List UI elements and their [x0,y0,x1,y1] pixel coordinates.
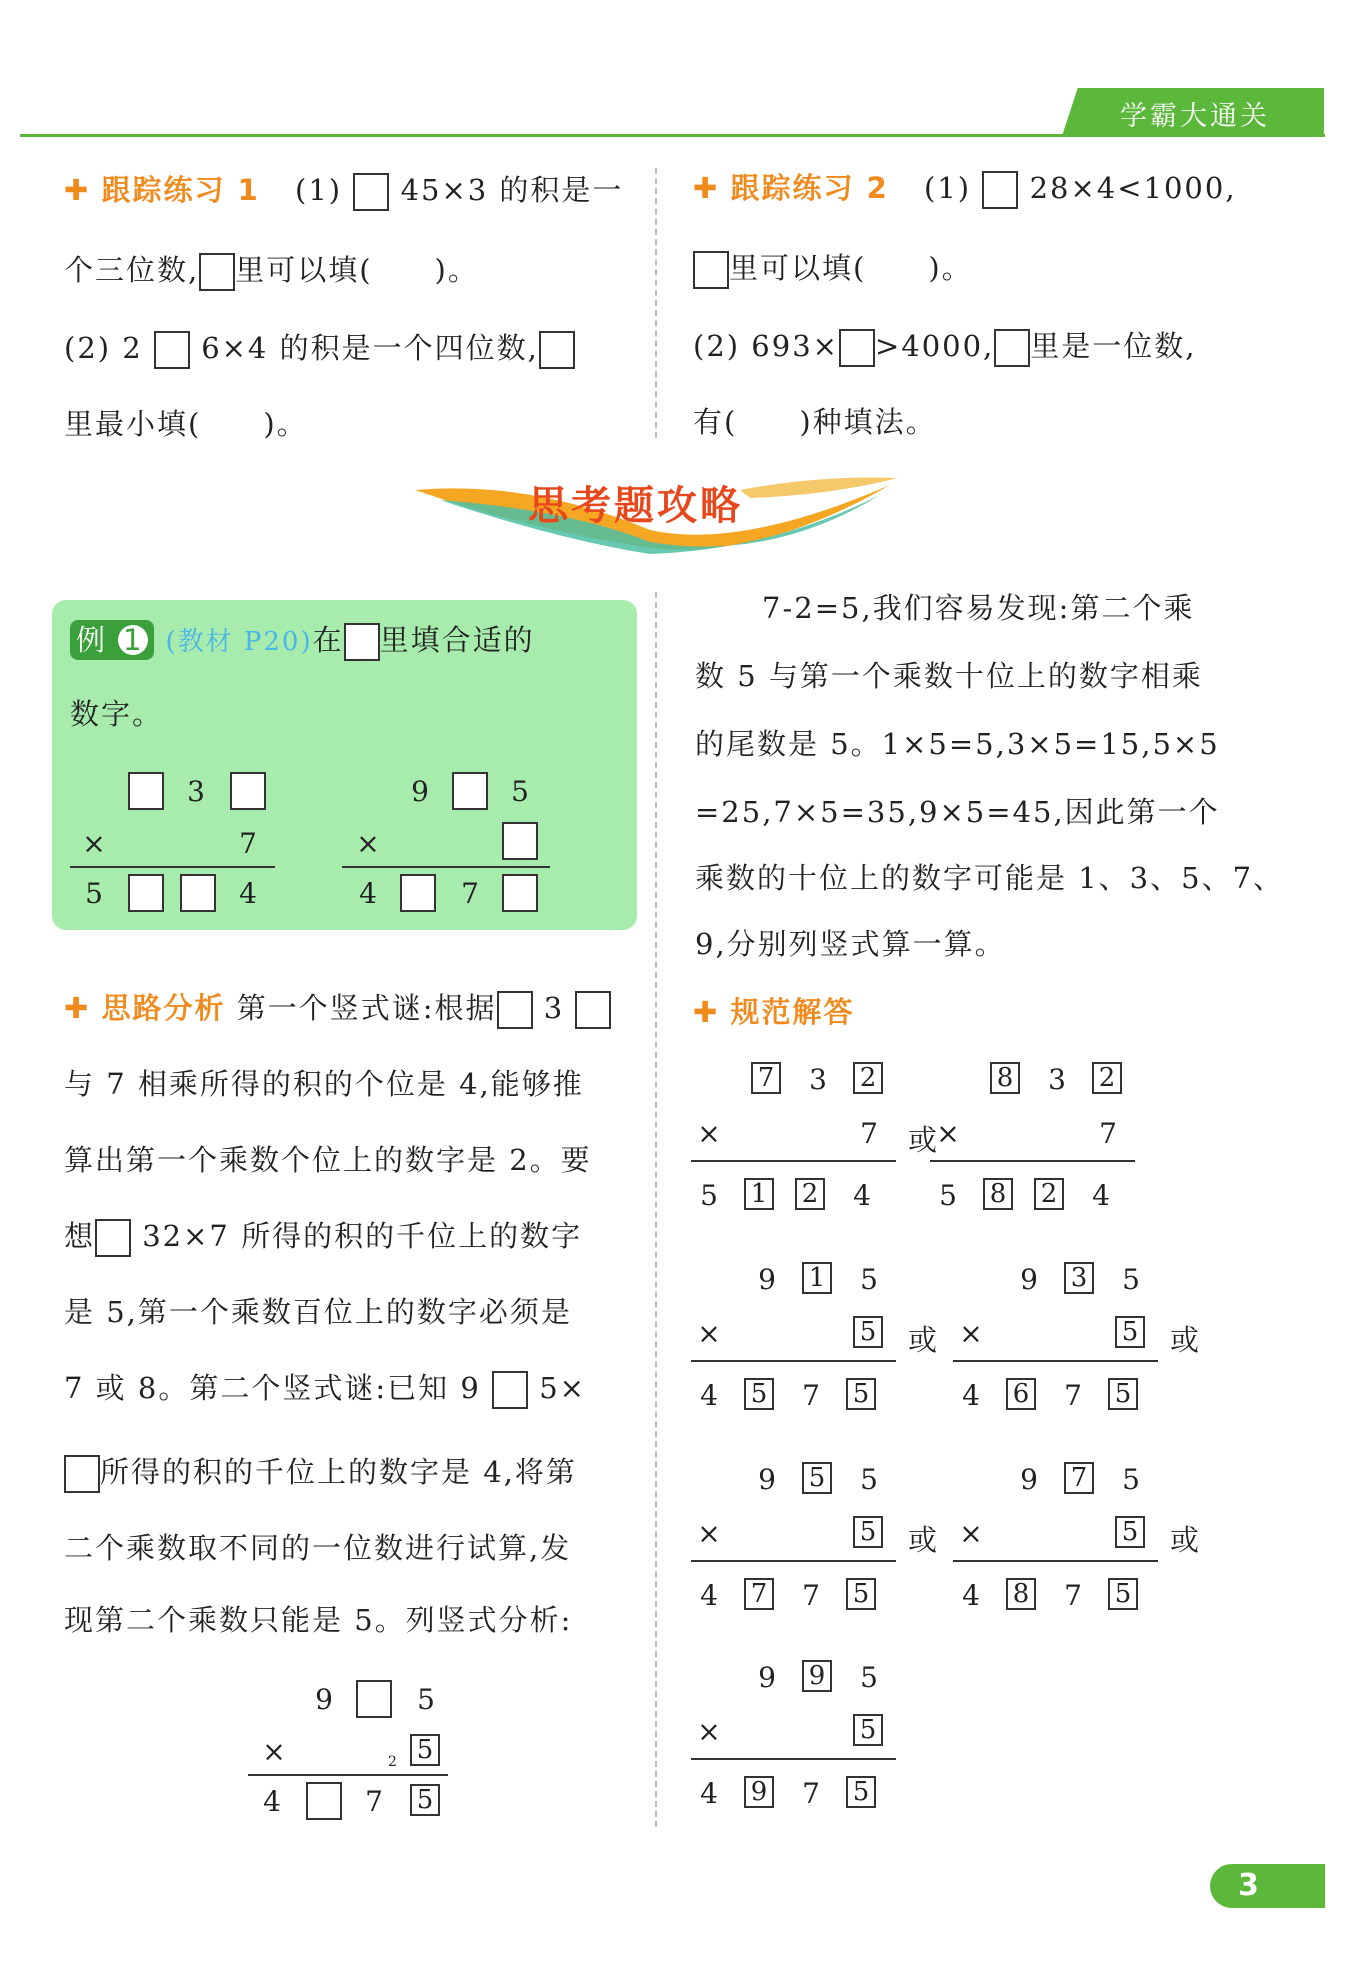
analysis-label: 思路分析 [101,991,226,1025]
underline [691,1758,896,1760]
plus-icon: ✚ [64,991,91,1025]
practice2-line3 [693,326,1197,367]
answer-box: 9 [744,1776,774,1808]
blank-box[interactable] [502,822,538,860]
digit: 5 [1122,1263,1140,1296]
practice2-q2-text3: 有( )种填法。 [693,405,937,439]
answer-box: 2 [1034,1178,1064,1210]
or-label: 或 [908,1323,940,1357]
answer-box: 5 [1108,1378,1138,1410]
digit: 9 [758,1463,776,1496]
example-num: 1 [118,625,148,655]
practice1-q1-text: 45×3 的积是一 [400,173,624,207]
digit: 4 [962,1579,980,1612]
practice2-q2-text2: 里是一位数, [1030,329,1197,363]
right-line4: =25,7×5=35,9×5=45,因此第一个 [695,795,1220,829]
answer-box: 5 [802,1462,832,1494]
analysis-text: 7 或 8。第二个竖式谜:已知 9 [64,1371,481,1405]
digit: 3 [187,775,205,808]
page-number: 3 [1238,1868,1259,1903]
answer-box: 5 [1115,1516,1145,1548]
underline [70,866,275,868]
blank-box[interactable] [64,1455,100,1493]
blank-box[interactable] [502,874,538,912]
answer-box: 2 [853,1062,883,1094]
digit: 5 [700,1179,718,1212]
underline [953,1360,1158,1362]
carry-digit: 2 [388,1754,397,1770]
blank-box[interactable] [95,1219,131,1257]
practice2-q2-num: (2) 693× [693,329,839,363]
digit: 5 [939,1179,957,1212]
practice1-q2-text: 6×4 的积是一个四位数, [201,331,539,365]
digit: 5 [417,1683,435,1716]
blank-box[interactable] [128,874,164,912]
underline [953,1560,1158,1562]
blank-box[interactable] [199,253,235,291]
practice1-q1-num: (1) [295,173,343,207]
blank-box[interactable] [994,329,1030,367]
digit: 4 [700,1579,718,1612]
blank-box[interactable] [230,772,266,810]
practice1-q2-text2: 里最小填( )。 [64,407,308,441]
digit: 4 [700,1379,718,1412]
digit: 5 [1122,1463,1140,1496]
practice2-line2 [693,248,973,289]
blank-box[interactable] [353,173,389,211]
answer-box: 2 [1092,1062,1122,1094]
digit: 5 [85,877,103,910]
blank-box[interactable] [344,623,380,661]
answer-box: 9 [802,1660,832,1692]
answer-box: 5 [1108,1578,1138,1610]
blank-box[interactable] [400,874,436,912]
analysis-line9: 现第二个乘数只能是 5。列竖式分析: [64,1603,573,1637]
digit: 7 [802,1379,820,1412]
right-line1: 7-2=5,我们容易发现:第二个乘 [762,591,1195,625]
answer-box: 5 [853,1316,883,1348]
example-line1 [70,620,535,662]
digit: 7 [365,1785,383,1818]
digit: 4 [239,877,257,910]
banner-title: 思考题攻略 [528,483,743,529]
example-tag [70,620,154,660]
digit: 4 [359,877,377,910]
blank-box[interactable] [839,329,875,367]
example-text3: 数字。 [70,697,164,731]
answer-box: 7 [744,1578,774,1610]
digit: 9 [411,775,429,808]
analysis-text: 5× [539,1371,586,1405]
digit: 4 [263,1785,281,1818]
blank-box[interactable] [452,772,488,810]
plus-icon: ✚ [693,995,720,1029]
analysis-text: 所得的积的千位上的数字是 4,将第 [100,1455,577,1489]
example-text1: 在 [312,623,344,657]
digit: 9 [758,1661,776,1694]
underline [248,1774,448,1776]
answer-box: 5 [410,1734,440,1766]
practice1-q2-num: (2) 2 [64,331,143,365]
blank-box[interactable] [306,1782,342,1820]
blank-box[interactable] [693,251,729,289]
practice2-q1-num: (1) [924,171,972,205]
practice1-line3 [64,328,575,369]
digit: 5 [860,1463,878,1496]
digit: 7 [1064,1379,1082,1412]
page-number-tab [1210,1864,1325,1908]
analysis-text: 第一个竖式谜:根据 [236,991,497,1025]
underline [342,866,550,868]
answer-box: 5 [410,1784,440,1816]
divider-main [655,592,657,1827]
blank-box[interactable] [982,171,1018,209]
answer-box: 8 [983,1178,1013,1210]
blank-box[interactable] [539,331,575,369]
right-line5: 乘数的十位上的数字可能是 1、3、5、7、 [695,861,1285,895]
analysis-line7 [64,1452,577,1493]
practice1-line2 [64,250,479,291]
times-sign: × [356,827,380,860]
digit: 7 [1064,1579,1082,1612]
or-label: 或 [1170,1323,1202,1357]
example-tag-label: 例 [76,623,108,657]
digit: 9 [758,1263,776,1296]
analysis-line6 [64,1368,586,1409]
practice1-line4 [64,404,308,444]
analysis-text: 想 [64,1219,96,1253]
answer-box: 7 [1064,1462,1094,1494]
answer-box: 1 [802,1262,832,1294]
practice2-line4 [693,402,937,442]
practice2-line1 [693,168,1237,209]
practice1-label: 跟踪练习 1 [101,173,260,207]
practice1-q1-text2: 个三位数, [64,253,200,287]
plus-icon: ✚ [693,171,720,205]
digit: 7 [461,877,479,910]
right-line6: 9,分别列竖式算一算。 [695,927,1006,961]
digit: 5 [860,1263,878,1296]
underline [691,1160,896,1162]
times-sign: × [959,1317,983,1350]
digit: 7 [860,1117,878,1150]
times-sign: × [697,1317,721,1350]
answer-box: 8 [990,1062,1020,1094]
practice2-q1-text2: 里可以填( )。 [729,251,973,285]
practice1-line1 [64,170,623,211]
answer-box: 5 [846,1578,876,1610]
times-sign: × [697,1517,721,1550]
underline [930,1160,1135,1162]
blank-box[interactable] [180,874,216,912]
answer-box: 1 [744,1178,774,1210]
analysis-line4 [64,1216,582,1257]
header-title: 学霸大通关 [1120,101,1270,132]
answer-heading [693,992,855,1032]
digit: 3 [1048,1063,1066,1096]
answer-box: 3 [1064,1262,1094,1294]
answer-box: 8 [1006,1578,1036,1610]
blank-box[interactable] [497,991,533,1029]
answer-box: 5 [853,1714,883,1746]
example-ref: (教材 P20) [165,627,313,657]
analysis-text: 32×7 所得的积的千位上的数字 [142,1219,583,1253]
digit: 7 [802,1777,820,1810]
blank-box[interactable] [356,1680,392,1718]
answer-box: 5 [744,1378,774,1410]
practice1-q1-text3: 里可以填( )。 [235,253,479,287]
blank-box[interactable] [128,772,164,810]
times-sign: × [262,1735,286,1768]
digit: 5 [860,1661,878,1694]
answer-box: 2 [795,1178,825,1210]
times-sign: × [697,1117,721,1150]
answer-box: 5 [853,1516,883,1548]
answer-box: 6 [1006,1378,1036,1410]
digit: 7 [1099,1117,1117,1150]
underline [691,1360,896,1362]
digit: 5 [511,775,529,808]
practice2-q1-text: 28×4<1000, [1029,171,1237,205]
times-sign: × [959,1517,983,1550]
answer-box: 5 [846,1378,876,1410]
example-line2 [70,694,163,734]
analysis-line5: 是 5,第一个乘数百位上的数字必须是 [64,1295,572,1329]
answer-label: 规范解答 [730,995,855,1029]
or-label: 或 [908,1123,940,1157]
digit: 7 [239,827,257,860]
divider-top [655,168,657,438]
plus-icon: ✚ [64,173,91,207]
answer-box: 7 [751,1062,781,1094]
analysis-line2: 与 7 相乘所得的积的个位是 4,能够推 [64,1067,584,1101]
times-sign: × [697,1715,721,1748]
right-line3: 的尾数是 5。1×5=5,3×5=15,5×5 [695,727,1220,761]
answer-box: 5 [846,1776,876,1808]
or-label: 或 [908,1523,940,1557]
underline [691,1560,896,1562]
digit: 4 [700,1777,718,1810]
blank-box[interactable] [154,331,190,369]
digit: 4 [962,1379,980,1412]
digit: 3 [809,1063,827,1096]
practice2-label: 跟踪练习 2 [730,171,889,205]
digit: 9 [1020,1263,1038,1296]
answer-box: 5 [1115,1316,1145,1348]
practice2-q2-text: >4000, [874,329,995,363]
digit: 9 [315,1683,333,1716]
blank-box[interactable] [492,1371,528,1409]
digit: 4 [853,1179,871,1212]
times-sign: × [82,827,106,860]
digit: 4 [1092,1179,1110,1212]
or-label: 或 [1170,1523,1202,1557]
blank-box[interactable] [575,991,611,1029]
digit: 7 [802,1579,820,1612]
analysis-line8: 二个乘数取不同的一位数进行试算,发 [64,1531,572,1565]
example-text2: 里填合适的 [379,623,535,657]
analysis-text: 3 [543,991,565,1025]
analysis-line1 [64,988,611,1029]
right-line2: 数 5 与第一个乘数十位上的数字相乘 [695,659,1203,693]
digit: 9 [1020,1463,1038,1496]
analysis-line3: 算出第一个乘数个位上的数字是 2。要 [64,1143,592,1177]
times-sign: × [936,1117,960,1150]
